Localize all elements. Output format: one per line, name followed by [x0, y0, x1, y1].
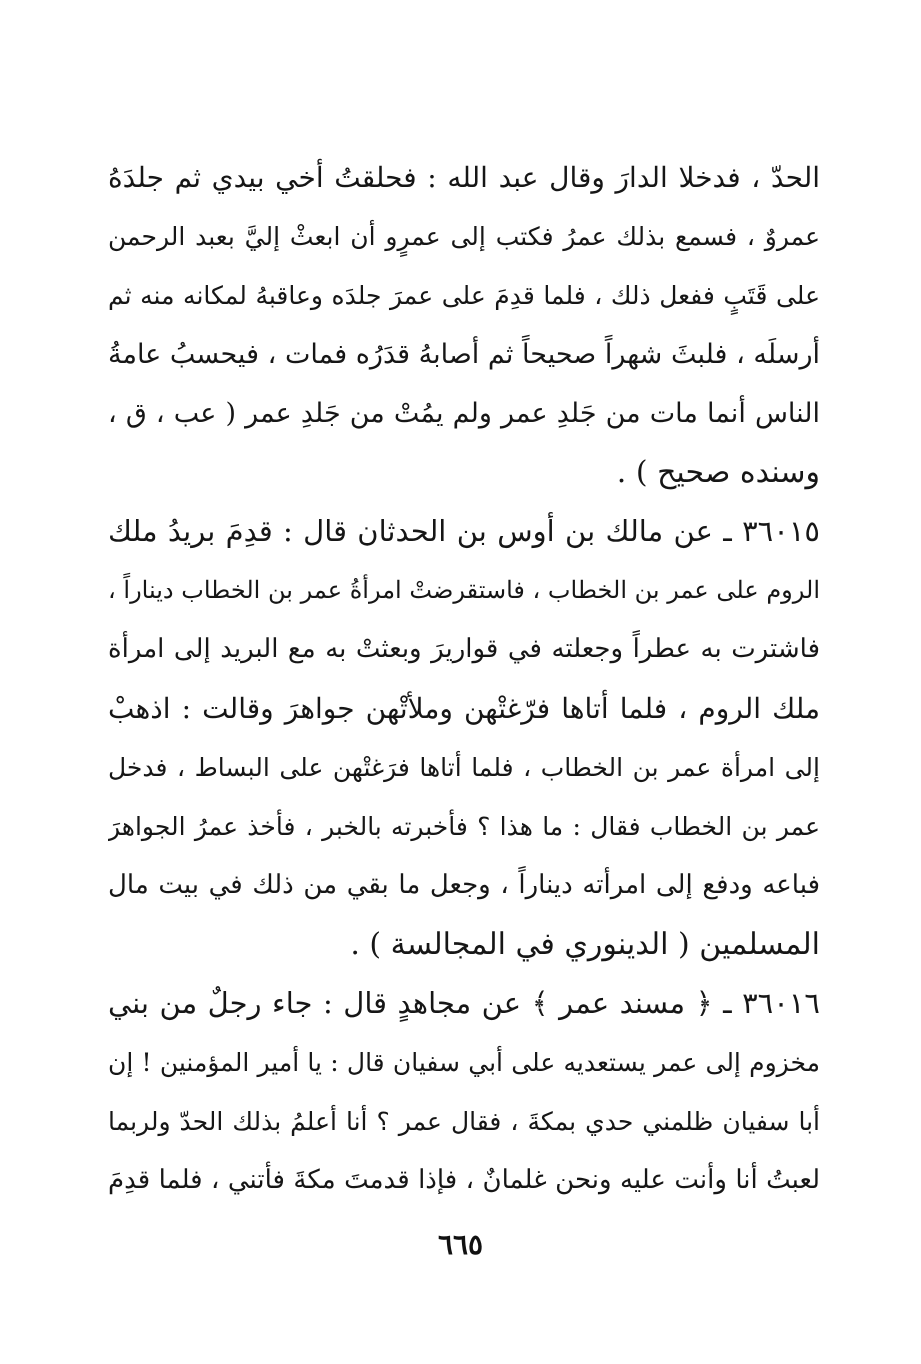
- text-line: عمر بن الخطاب فقال : ما هذا ؟ فأخبرته بالخبر ، فأخذ عمرُ الجواهرَ: [108, 812, 820, 841]
- text-line: مخزوم إلى عمر يستعديه على أبي سفيان قال : يا أمير المؤمنين ! إن: [108, 1048, 820, 1077]
- hadith-36015-start: ٣٦٠١٥ ـ عن مالك بن أوس بن الحدثان قال : قدِمَ بريدُ ملك: [108, 514, 820, 548]
- page-text: [108, 148, 820, 1210]
- text-line: أرسلَه ، فلبثَ شهراً صحيحاً ثم أصابهُ قدَرُه فمات ، فيحسبُ عامةُ: [108, 339, 820, 370]
- text-line: عمروٌ ، فسمع بذلك عمرُ فكتب إلى عمرٍو أن ابعثْ إليَّ بعبد الرحمن: [108, 222, 820, 251]
- text-line: إلى امرأة عمر بن الخطاب ، فلما أتاها فرَغتْهن على البساط ، فدخل: [108, 753, 820, 782]
- text-line: الحدّ ، فدخلا الدارَ وقال عبد الله : فحلقتُ أخي بيدي ثم جلدَهُ: [108, 161, 820, 194]
- text-line: أبا سفيان ظلمني حدي بمكةَ ، فقال عمر ؟ أنا أعلمُ بذلك الحدّ ولربما: [108, 1107, 820, 1136]
- text-line: المسلمين ( الدينوري في المجالسة ) .: [350, 927, 820, 962]
- hadith-36016-start: ٣٦٠١٦ ـ ﴿ مسند عمر ﴾ عن مجاهدٍ قال : جاء رجلٌ من بني: [108, 986, 820, 1020]
- text-line: لعبتُ أنا وأنت عليه ونحن غلمانٌ ، فإذا قدمتَ مكةَ فأتني ، فلما قدِمَ: [108, 1165, 820, 1195]
- text-line: ملك الروم ، فلما أتاها فرّغتْهن وملأتْهن جواهرَ وقالت : اذهبْ: [108, 692, 820, 725]
- text-line: على قَتَبٍ ففعل ذلك ، فلما قدِمَ على عمرَ جلدَه وعاقبهُ لمكانه منه ثم: [108, 281, 820, 310]
- text-line: وسنده صحيح ) .: [616, 455, 820, 490]
- text-line: الناس أنما مات من جَلدِ عمر ولم يمُتْ من جَلدِ عمر ( عب ، ق ،: [108, 398, 820, 429]
- text-line: فباعه ودفع إلى امرأته ديناراً ، وجعل ما بقي من ذلك في بيت مال: [108, 870, 820, 900]
- text-line: فاشترت به عطراً وجعلته في قواريرَ وبعثتْ به مع البريد إلى امرأة: [108, 634, 820, 664]
- text-line: الروم على عمر بن الخطاب ، فاستقرضتْ امرأةُ عمر بن الخطاب ديناراً ،: [108, 576, 820, 604]
- page-number: ٦٦٥: [437, 1228, 484, 1261]
